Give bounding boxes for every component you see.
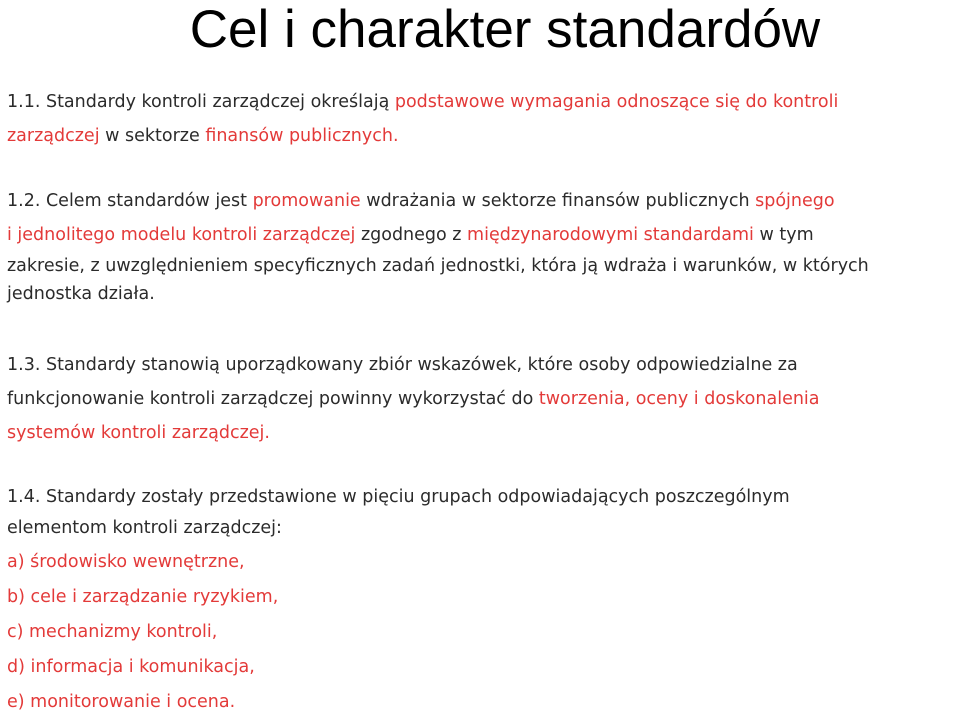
highlighted-text: podstawowe wymagania odnoszące się do kontroli [394,92,839,112]
list-item: a) środowisko wewnętrzne, [7,552,245,572]
slide-title: Cel i charakter standardów [189,0,821,59]
paragraph-line [7,382,960,416]
text-run: 1.2. Celem standardów jest [7,191,253,211]
highlighted-text: finansów publicznych. [205,126,399,146]
text-run: funkcjonowanie kontroli zarządczej powinny wykorzystać do [7,389,539,409]
text-run: w tym [753,225,814,245]
list-item: d) informacja i komunikacja, [7,657,255,677]
paragraph-1-2 [7,184,960,308]
paragraph-line: 1.3. Standardy stanowią uporządkowany zbiór wskazówek, które osoby odpowiedzialne za [7,355,798,375]
paragraph-line: 1.4. Standardy zostały przedstawione w pięciu grupach odpowiadających poszczególnym [7,487,790,507]
paragraph-line [7,184,960,218]
paragraph-line [7,119,960,153]
highlighted-text: tworzenia, oceny i doskonalenia [538,389,820,409]
paragraph-line: elementom kontroli zarządczej: [7,518,282,538]
list-item: e) monitorowanie i ocena. [7,692,236,712]
paragraph-line: zakresie, z uwzględnieniem specyficznych zadań jednostki, która ją wdraża i warunków, w których [7,256,869,276]
paragraph-line: jednostka działa. [7,284,155,304]
highlighted-text: zarządczej [7,126,100,146]
text-run: wdrażania w sektorze finansów publicznych [360,191,756,211]
highlighted-text: i jednolitego modelu kontroli zarządczej [7,225,356,245]
paragraph-line: systemów kontroli zarządczej. [7,423,270,443]
paragraph-1-4 [7,482,960,544]
paragraph-line [7,85,960,119]
list-item: b) cele i zarządzanie ryzykiem, [7,587,279,607]
highlighted-text: spójnego [755,191,835,211]
list-item: c) mechanizmy kontroli, [7,622,218,642]
text-run: zgodnego z [355,225,468,245]
text-run: w sektorze [99,126,206,146]
paragraph-1-1 [7,85,960,153]
paragraph-1-3 [7,348,960,450]
text-run: 1.1. Standardy kontroli zarządczej określają [7,92,395,112]
highlighted-text: międzynarodowymi standardami [467,225,754,245]
highlighted-text: promowanie [252,191,361,211]
paragraph-line [7,218,960,252]
elements-list [7,545,278,720]
